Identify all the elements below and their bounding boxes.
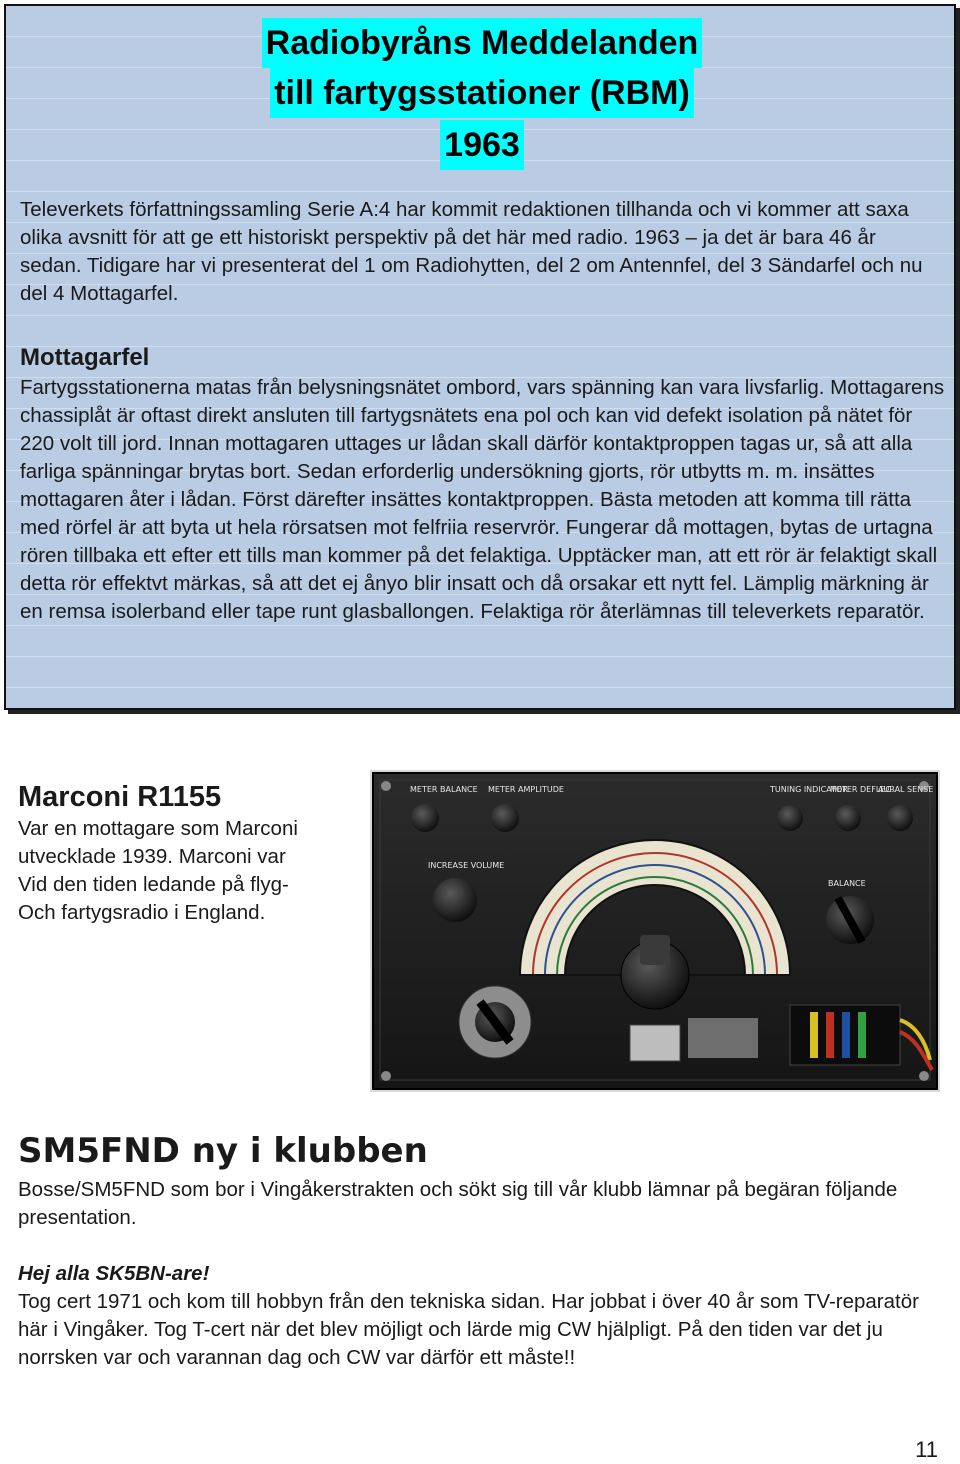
label-meter-deflec: METER DEFLEC. bbox=[830, 785, 894, 794]
marconi-line-2: utvecklade 1939. Marconi var bbox=[18, 845, 286, 868]
page-number: 11 bbox=[915, 1437, 938, 1462]
label-tuning-indicator: TUNING INDICATOR bbox=[770, 785, 848, 794]
marconi-line-1: Var en mottagare som Marconi bbox=[18, 817, 298, 840]
article-title-year: 1963 bbox=[440, 120, 524, 170]
marconi-description bbox=[18, 815, 363, 927]
title-row-2 bbox=[6, 68, 958, 118]
article-title-line-1: Radiobyråns Meddelanden bbox=[262, 18, 703, 68]
label-meter-balance: METER BALANCE bbox=[410, 785, 478, 794]
club-greeting: Hej alla SK5BN-are! bbox=[18, 1262, 210, 1285]
marconi-r1155-photo bbox=[370, 770, 940, 1092]
label-aural-sense: AURAL SENSE bbox=[878, 785, 934, 794]
section-heading-mottagarfel: Mottagarfel bbox=[20, 344, 150, 371]
rbm-article-box bbox=[4, 4, 956, 710]
article-title-line-2: till fartygsstationer (RBM) bbox=[270, 68, 694, 118]
section-body-mottagarfel: Fartygsstationerna matas från belysningsnätet ombord, vars spänning kan vara livsfarlig. Mottagarens chassiplåt är oftast direkt ansluten till fartygsnätets ena pol och kan vid defekt isolation på nätet för 220 volt till jord. Innan mottagaren uttages ur lådan skall därför kontaktproppen tagas ur, så att alla farliga spänningar brytas bort. Sedan erforderlig undersökning gjorts, rör utbytts m. m. insättes mottagaren åter i lådan. Först därefter insättes kontaktproppen. Bästa metoden att komma till rätta med rörfel är att byta ut hela rörsatsen mot felfriia reservrör. Fungerar då mottagen, bytas de urtagna rören tillbaka ett efter ett tills man kommer på det felaktiga. Upptäcker man, att ett rör är felaktigt skall detta rör effektvt märkas, så att det ej ånyo blir insatt och då orsakar ett nytt fel. Lämplig märkning är en remsa isolerband eller tape runt glasballongen. Felaktiga rör återlämnas till televerkets reparatör. bbox=[20, 376, 945, 623]
article-intro: Televerkets författningssamling Serie A:4 har kommit redaktionen tillhanda och vi kommer att saxa olika avsnitt för att ge ett historiskt perspektiv på det här med radio. 1963 – ja det är bara 46 år sedan. Tidigare har vi presenterat del 1 om Radiohytten, del 2 om Antennfel, del 3 Sändarfel och nu del 4 Mottagarfel. bbox=[20, 198, 923, 305]
title-row-3 bbox=[6, 120, 958, 170]
club-heading: SM5FND ny i klubben bbox=[18, 1131, 428, 1171]
marconi-heading: Marconi R1155 bbox=[18, 781, 222, 813]
label-increase-volume: INCREASE VOLUME bbox=[428, 861, 505, 870]
title-row-1 bbox=[6, 18, 958, 68]
club-intro: Bosse/SM5FND som bor i Vingåkerstrakten och sökt sig till vår klubb lämnar på begäran följande presentation. bbox=[18, 1178, 898, 1229]
marconi-line-4: Och fartygsradio i England. bbox=[18, 901, 266, 924]
label-meter-amplitude: METER AMPLITUDE bbox=[488, 785, 564, 794]
club-body: Tog cert 1971 och kom till hobbyn från den tekniska sidan. Har jobbat i över 40 år som TV-reparatör här i Vingåker. Tog T-cert när det blev möjligt och lärde mig CW hjälpligt. På den tiden var det ju norrsken var och varannan dag och CW var därför ett måste!! bbox=[18, 1290, 919, 1369]
label-balance: BALANCE bbox=[828, 879, 866, 888]
marconi-line-3: Vid den tiden ledande på flyg- bbox=[18, 873, 289, 896]
